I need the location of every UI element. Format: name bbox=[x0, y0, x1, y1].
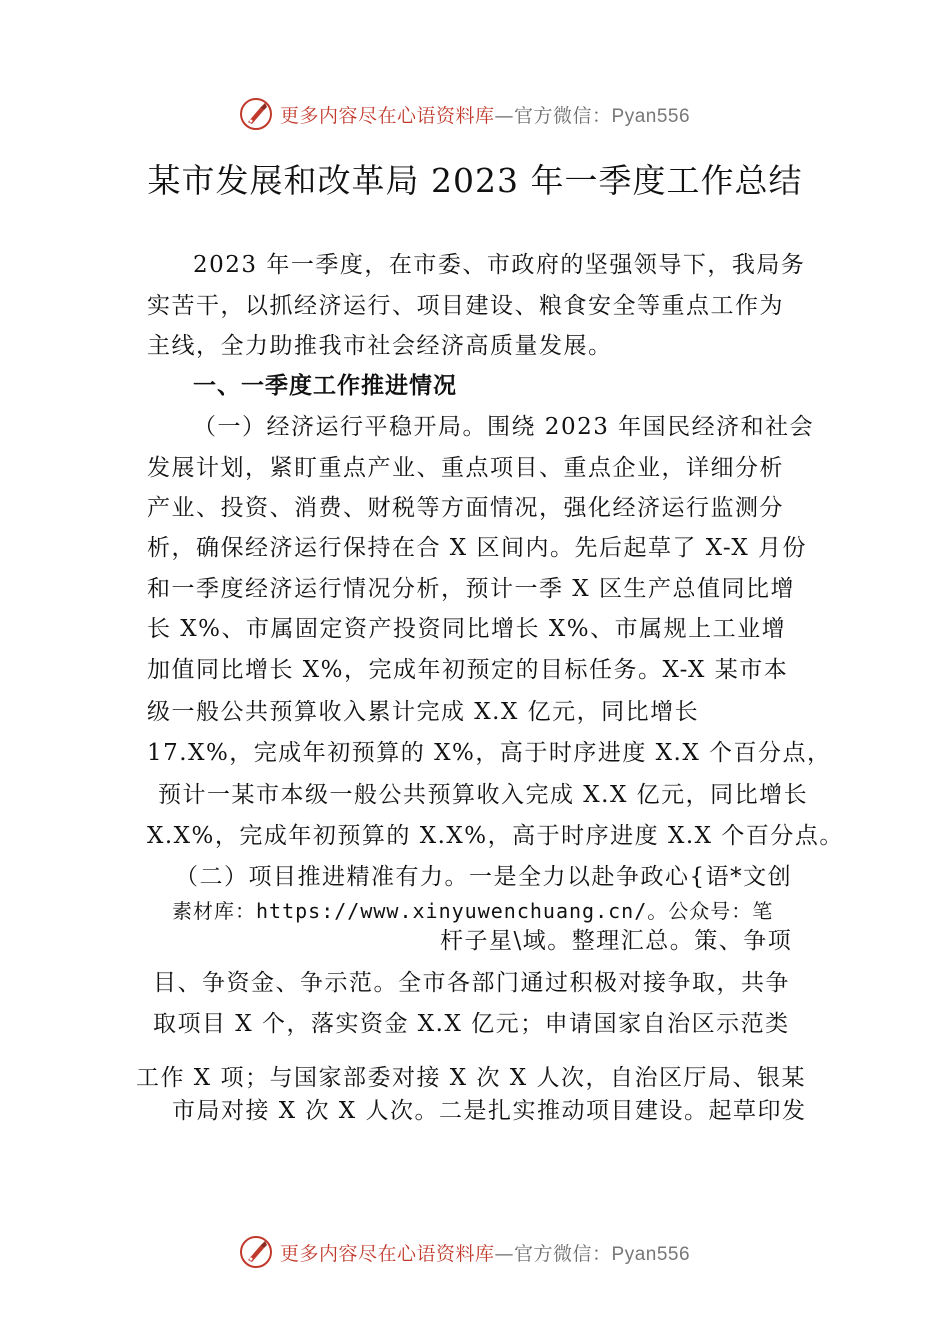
body-line: 取项目 X 个，落实资金 X.X 亿元；申请国家自治区示范类 bbox=[153, 1011, 790, 1037]
body-line: 市局对接 X 次 X 人次。二是扎实推动项目建设。起草印发 bbox=[172, 1098, 807, 1124]
body-line: 加值同比增长 X%，完成年初预定的目标任务。X-X 某市本 bbox=[147, 657, 789, 683]
watermark-text: 更多内容尽在心语资料库—官方微信：Pyan556 bbox=[280, 1243, 691, 1265]
body-line: X.X%，完成年初预算的 X.X%，高于时序进度 X.X 个百分点。 bbox=[147, 823, 844, 849]
body-line: 主线，全力助推我市社会经济高质量发展。 bbox=[147, 333, 613, 359]
body-line: 素材库：https://www.xinyuwenchuang.cn/。公众号：笔 bbox=[172, 899, 774, 923]
body-line: 预计一某市本级一般公共预算收入完成 X.X 亿元，同比增长 bbox=[158, 782, 809, 808]
body-line: （一）经济运行平稳开局。围绕 2023 年国民经济和社会 bbox=[193, 414, 815, 440]
pen-nib-circle-icon bbox=[238, 1234, 274, 1270]
section-heading: 一、一季度工作推进情况 bbox=[193, 373, 457, 399]
page-title: 某市发展和改革局 2023 年一季度工作总结 bbox=[147, 161, 803, 200]
body-line: 发展计划，紧盯重点产业、重点项目、重点企业，详细分析 bbox=[147, 455, 784, 481]
body-line: 长 X%、市属固定资产投资同比增长 X%、市属规上工业增 bbox=[147, 616, 787, 642]
pen-nib-circle-icon bbox=[238, 96, 274, 132]
watermark-banner-top bbox=[0, 94, 950, 134]
body-line: （二）项目推进精准有力。一是全力以赴争政心{语*文创 bbox=[175, 864, 793, 890]
body-line: 级一般公共预算收入累计完成 X.X 亿元，同比增长 bbox=[147, 699, 700, 725]
body-line: 17.X%，完成年初预算的 X%，高于时序进度 X.X 个百分点， bbox=[147, 740, 832, 766]
body-line: 杆子星\域。整理汇总。策、争项 bbox=[440, 928, 793, 954]
watermark-banner-bottom bbox=[0, 1232, 950, 1272]
body-line: 析，确保经济运行保持在合 X 区间内。先后起草了 X-X 月份 bbox=[147, 535, 807, 561]
watermark-text: 更多内容尽在心语资料库—官方微信：Pyan556 bbox=[280, 105, 691, 127]
body-line: 工作 X 项；与国家部委对接 X 次 X 人次，自治区厅局、银某 bbox=[136, 1065, 806, 1091]
body-line: 实苦干，以抓经济运行、项目建设、粮食安全等重点工作为 bbox=[147, 293, 784, 319]
body-line: 目、争资金、争示范。全市各部门通过积极对接争取，共争 bbox=[153, 970, 790, 996]
body-line: 产业、投资、消费、财税等方面情况，强化经济运行监测分 bbox=[147, 495, 784, 521]
body-line: 和一季度经济运行情况分析，预计一季 X 区生产总值同比增 bbox=[147, 576, 795, 602]
body-line: 2023 年一季度，在市委、市政府的坚强领导下，我局务 bbox=[193, 252, 806, 278]
